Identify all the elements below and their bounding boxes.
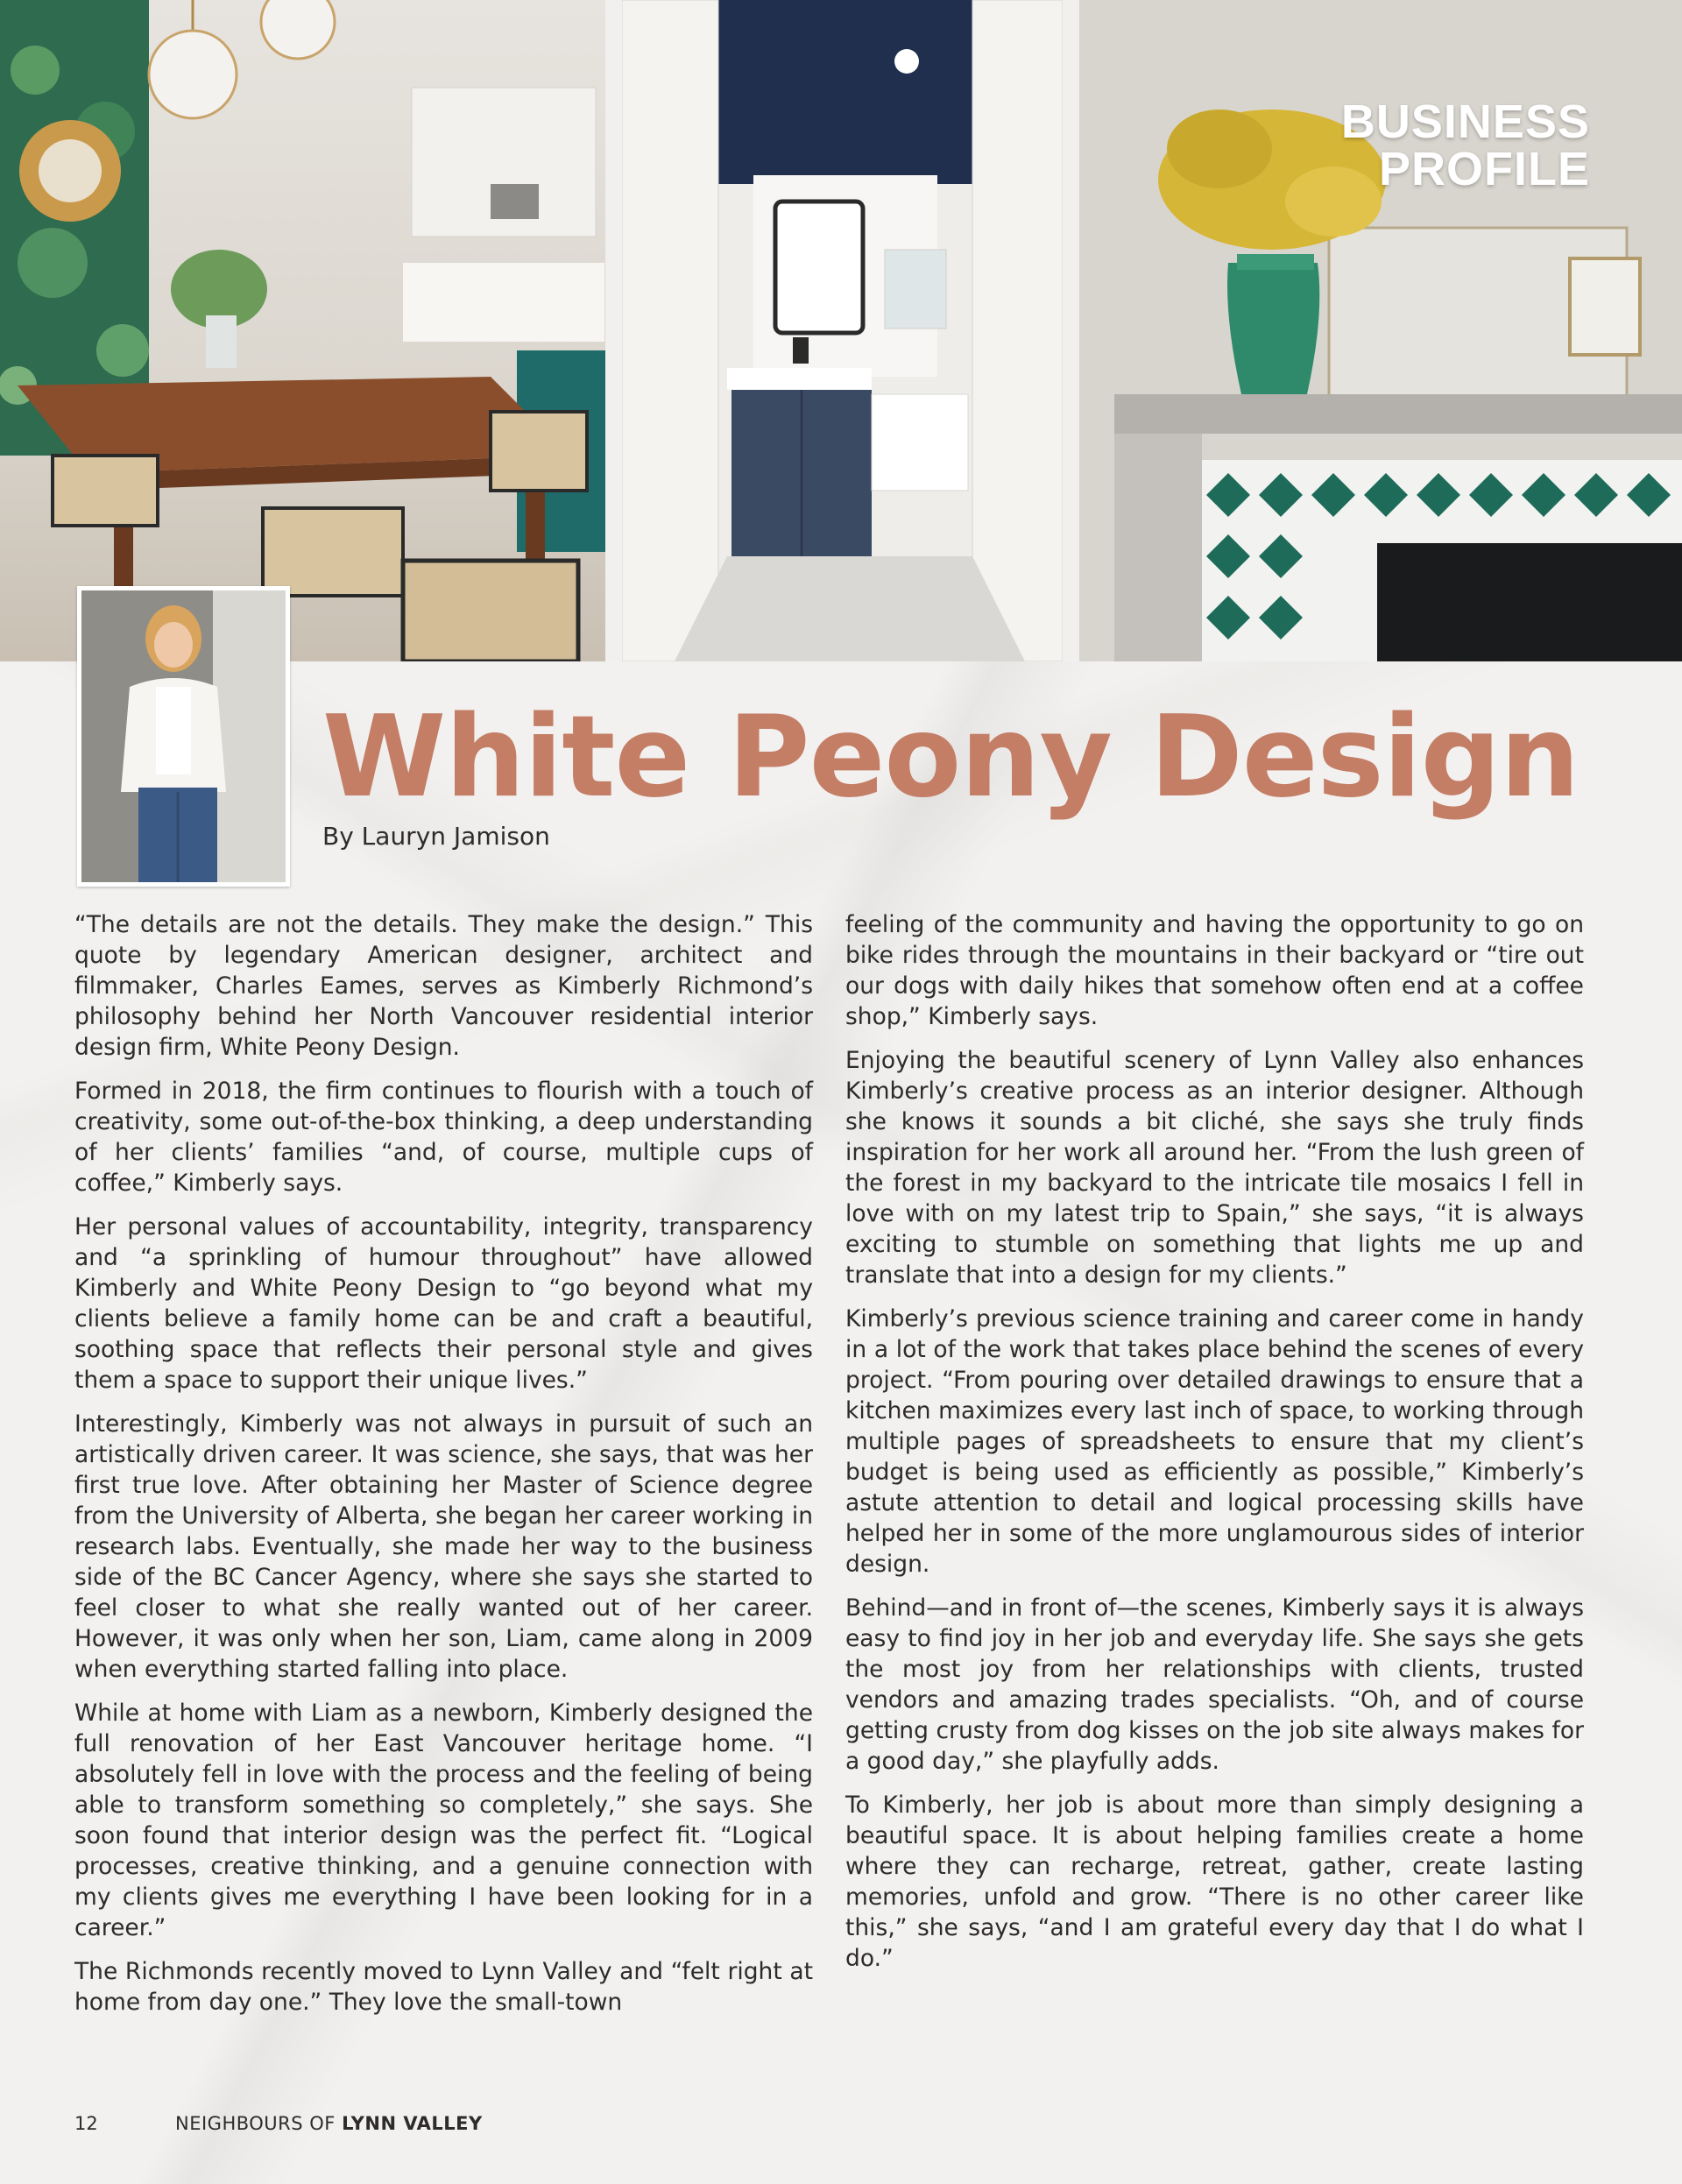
paragraph: Kimberly’s previous science training and career come in handy in a lot of the work that takes place behind the scenes of every project. “From pouring over detailed drawings to ensure that a kitchen maximizes every last inch of space, to working through multiple pages of spreadsheets to ensure that my client’s budget is being used as efficiently as possible,” Kimberly’s astute attention to detail and logical processing skills have helped her in some of the more unglamourous sides of interior design. xyxy=(845,1305,1584,1578)
paragraph: Interestingly, Kimberly was not always in pursuit of such an artistically driven career. It was science, she says, that was her first true love. After obtaining her Master of Science degree from the University of Alberta, she began her career working in research labs. Eventually, she made her way to the business side of the BC Cancer Agency, where she says she started to feel closer to what she really wanted out of her career. However, it was only when her son, Liam, came along in 2009 when everything started falling into place. xyxy=(74,1410,813,1683)
dining-room-photo xyxy=(0,0,605,661)
paragraph: While at home with Liam as a newborn, Kimberly designed the full renovation of her East Vancouver heritage home. “I absolutely fell in love with the process and the feeling of being able to transform something so completely,” she says. She soon found that interior design was the perfect fit. “Logical processes, creative thinking, and a genuine connection with my clients gives me everything I have been looking for in a career.” xyxy=(74,1700,813,1941)
article-column-left xyxy=(74,909,813,2031)
paragraph: Behind—and in front of—the scenes, Kimberly says it is always easy to find joy in her job and everyday life. She says she gets the most joy from her relationships with clients, trusted vendors and amazing trades specialists. “Oh, and of course getting crusty from dog kisses on the job site always makes for a good day,” she playfully adds. xyxy=(845,1594,1584,1775)
paragraph: Enjoying the beautiful scenery of Lynn Valley also enhances Kimberly’s creative process as an interior designer. Although she knows it sounds a bit cliché, she says she truly finds inspiration for her work all around her. “From the lush green of the forest in my backyard to the intricate tile mosaics I fell in love with on my latest trip to Spain,” she says, “it is always exciting to stumble on something that lights me up and translate that into a design for my clients.” xyxy=(845,1047,1584,1289)
bathroom-illustration xyxy=(622,0,1063,661)
paragraph: Formed in 2018, the firm continues to flourish with a touch of creativity, some out-of-the-box thinking, a deep understanding of her clients’ families “and, of course, multiple cups of coffee,” Kimberly says. xyxy=(74,1078,813,1197)
portrait-illustration xyxy=(81,590,286,882)
portrait-photo xyxy=(81,590,286,882)
paragraph: feeling of the community and having the opportunity to go on bike rides through the mountains in their backyard or “tire out our dogs with daily hikes that somehow often end at a coffee shop,” Kimberly says. xyxy=(845,911,1584,1030)
magazine-prefix: NEIGHBOURS OF xyxy=(175,2113,343,2134)
page-footer xyxy=(74,2113,483,2134)
profile-tag-line-2: PROFILE xyxy=(1378,143,1590,195)
paragraph: “The details are not the details. They make the design.” This quote by legendary American designer, architect and filmmaker, Charles Eames, serves as Kimberly Richmond’s philosophy behind her North Vancouver residential interior design firm, White Peony Design. xyxy=(74,911,813,1061)
paragraph: To Kimberly, her job is about more than simply designing a beautiful space. It is about helping families create a home where they can recharge, retreat, gather, create lasting memories, unfold and grow. “There is no other career like this,” she says, “and I am grateful every day that I do what I do.” xyxy=(845,1792,1584,1972)
business-profile-tag xyxy=(1340,95,1590,195)
magazine-name xyxy=(175,2113,483,2134)
dining-room-illustration xyxy=(0,0,605,661)
bathroom-photo xyxy=(622,0,1063,661)
page-number: 12 xyxy=(74,2113,98,2134)
magazine-title: LYNN VALLEY xyxy=(342,2113,483,2134)
article-title: White Peony Design xyxy=(322,692,1580,823)
profile-tag-line-1: BUSINESS xyxy=(1340,95,1590,148)
paragraph: The Richmonds recently moved to Lynn Valley and “felt right at home from day one.” They love the small-town xyxy=(74,1958,813,2016)
byline: By Lauryn Jamison xyxy=(322,822,550,851)
article-column-right xyxy=(845,909,1584,1987)
paragraph: Her personal values of accountability, integrity, transparency and “a sprinkling of humour throughout” have allowed Kimberly and White Peony Design to “go beyond what my clients believe a family home can be and craft a beautiful, soothing space that reflects their personal style and gives them a space to support their unique lives.” xyxy=(74,1213,813,1394)
author-portrait-frame xyxy=(77,586,290,887)
